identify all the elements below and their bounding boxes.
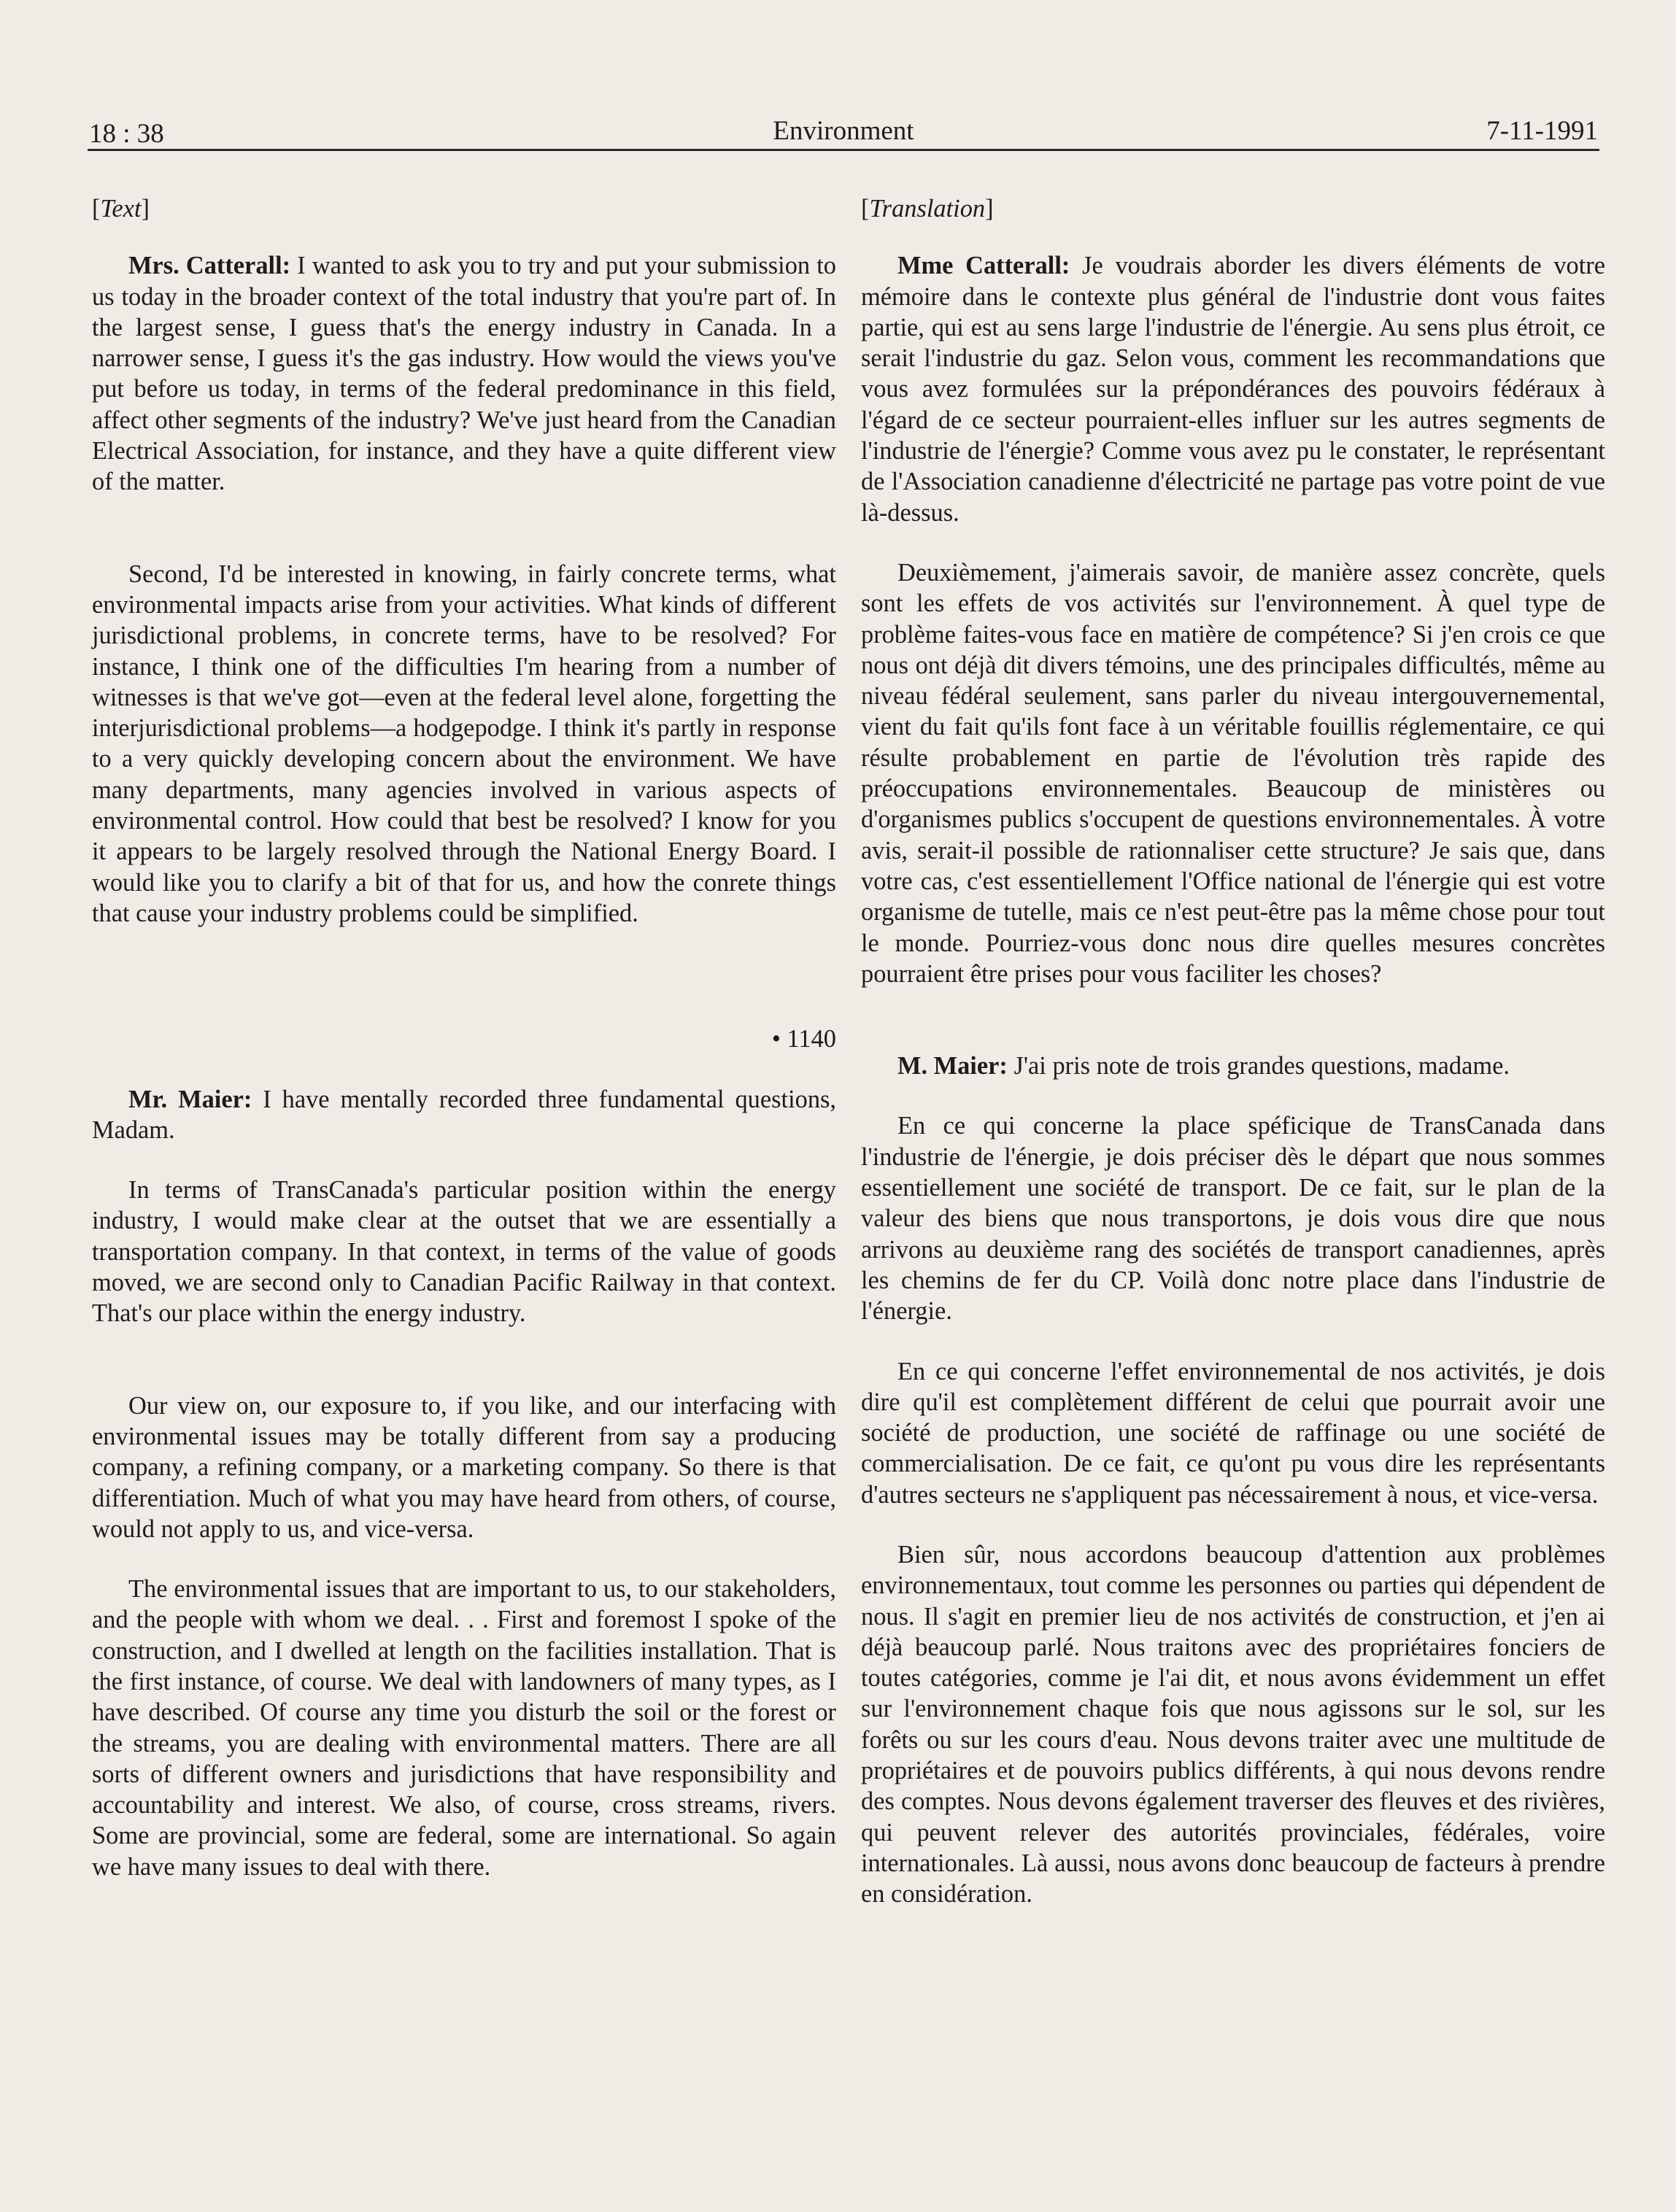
speaker-name: Mme Catterall:: [897, 252, 1070, 280]
paragraph: En ce qui concerne l'effet environnemental de nos activités, je dois dire qu'il est complètement différent de celui que pourrait avoir une société de production, une société de raffinage ou une société de commercialisation. De ce fait, ce qu'ont pu vous dire les représentants d'autres secteurs ne s'appliquent pas nécessairement à nous, et vice-versa.: [861, 1357, 1605, 1509]
paragraph-text: J'ai pris note de trois grandes questions, madame.: [1007, 1052, 1510, 1080]
paragraph-text: I wanted to ask you to try and put your submission to us today in the broader context of the total industry that you're part of. In the largest sense, I guess that's the energy industry in Canada. In a narrower sense, I guess it's the gas industry. How would the views you've put before us today, in terms of the federal predominance in this field, affect other segments of the industry? We've just heard from the Canadian Electrical Association, for instance, and they have a quite different view of the matter.: [92, 252, 837, 496]
paragraph: Second, I'd be interested in knowing, in fairly concrete terms, what environmental impacts arise from your activities. What kinds of different jurisdictional problems, in concrete terms, have to be resolved? For instance, I think one of the difficulties I'm hearing from a number of witnesses is that we've got—even at the federal level alone, forgetting the interjurisdictional problems—a hodgepodge. I think it's partly in response to a very quickly developing concern about the environment. We have many departments, many agencies involved in various aspects of environmental control. How could that best be resolved? I know for you it appears to be largely resolved through the National Energy Board. I would like you to clarify a bit of that for us, and how the conrete things that cause your industry problems could be simplified.: [92, 560, 836, 927]
paragraph: The environmental issues that are important to us, to our stakeholders, and the people with whom we deal. . . First and foremost I spoke of the construction, and I dwelled at length on the facilities installation. That is the first instance, of course. We deal with landowners of many types, as I have described. Of course any time you disturb the soil or the forest or the streams, you are dealing with environmental matters. There are all sorts of different owners and jurisdictions that have responsibility and accountability and interest. We also, of course, cross streams, rivers. Some are provincial, some are federal, some are international. So again we have many issues to deal with there.: [92, 1575, 836, 1881]
speaker-name: Mrs. Catterall:: [128, 252, 291, 280]
speaker-name: M. Maier:: [897, 1052, 1008, 1080]
paragraph: En ce qui concerne la place spéficique de TransCanada dans l'industrie de l'énergie, je dois préciser dès le départ que nous sommes essentiellement une société de transport. De ce fait, sur le plan de la valeur des biens que nous transportons, je dois vous dire que nous arrivons au deuxième rang des sociétés de transport canadiennes, après les chemins de fer du CP. Voilà donc notre place dans l'industrie de l'énergie.: [861, 1112, 1605, 1326]
paragraph: Deuxièmement, j'aimerais savoir, de manière assez concrète, quels sont les effets de vos activités sur l'environnement. À quel type de problème faites-vous face en matière de compétence? Si j'en crois ce que nous ont déjà dit divers témoins, une des principales difficultés, même au niveau fédéral seulement, sans parler du niveau intergouvernemental, vient du fait qu'ils font face à un véritable fouillis réglementaire, ce qui résulte probablement en partie de l'évolution très rapide des préoccupations environnementales. Beaucoup de ministères ou d'organismes publics s'occupent de questions environnementales. À votre avis, serait-il possible de rationnaliser cette structure? Je sais que, dans votre cas, c'est essentiellement l'Office national de l'énergie qui est votre organisme de tutelle, mais ce n'est peut-être pas la même chose pour tout le monde. Pourriez-vous donc nous dire quelles mesures concrètes pourraient être prises pour vous faciliter les choses?: [861, 558, 1605, 988]
french-column: [861, 193, 1605, 1910]
paragraph: In terms of TransCanada's particular position within the energy industry, I would make clear at the outset that we are essentially a transportation company. In that context, in terms of the value of goods moved, we are second only to Canadian Pacific Railway in that context. That's our place within the energy industry.: [92, 1176, 836, 1328]
paragraph-text: I have mentally recorded three fundamental questions, Madam.: [92, 1085, 836, 1144]
paragraph-text: Je voudrais aborder les divers éléments de votre mémoire dans le contexte plus général de l'industrie dont vous faites partie, qui est au sens large l'industrie de l'énergie. Au sens plus étroit, ce serait l'industrie du gaz. Selon vous, comment les recommandations que vous avez formulées sur la prépondérances des pouvoirs fédéraux à l'égard de ce secteur pourraient-elles influer sur les autres segments de l'industrie de l'énergie? Comme vous avez pu le constater, le représentant de l'Association canadienne d'électricité ne partage pas votre point de vue là-dessus.: [861, 252, 1605, 527]
column-label: [Text]: [92, 195, 150, 223]
paragraph: [861, 250, 1605, 528]
page-number: 18 : 38: [89, 119, 164, 149]
issue-date: 7-11-1991: [1486, 116, 1598, 146]
paragraph: Our view on, our exposure to, if you like, and our interfacing with environmental issues may be totally different from say a producing company, a refining company, or a marketing company. So there is that differentiation. Much of what you may have heard from others, of course, would not apply to us, and vice-versa.: [92, 1391, 836, 1543]
running-header: [88, 111, 1599, 151]
speaker-name: Mr. Maier:: [128, 1085, 252, 1113]
column-label: [Translation]: [861, 195, 994, 223]
paragraph: Bien sûr, nous accordons beaucoup d'attention aux problèmes environnementaux, tout comme les personnes ou parties qui dépendent de nous. Il s'agit en premier lieu de nos activités de construction, et j'en ai déjà beaucoup parlé. Nous traitons avec des propriétaires fonciers de toutes catégories, comme je l'ai dit, et nous avons évidemment un effet sur l'environnement chaque fois que nous agissons sur le sol, sur les forêts ou sur les cours d'eau. Nous devons traiter avec une multitude de propriétaires et de pouvoirs publics différents, à qui nous devons rendre des comptes. Nous devons également traverser des fleuves et des rivières, qui peuvent relever des autorités provinciales, fédérales, voire internationales. Là aussi, nous avons donc beaucoup de facteurs à prendre en considération.: [861, 1540, 1605, 1909]
paragraph: [92, 250, 836, 497]
paragraph: [92, 1084, 836, 1146]
english-column: [92, 193, 836, 1882]
time-mark: • 1140: [771, 1025, 836, 1053]
paragraph: [861, 1051, 1605, 1081]
section-title: Environment: [773, 116, 914, 146]
